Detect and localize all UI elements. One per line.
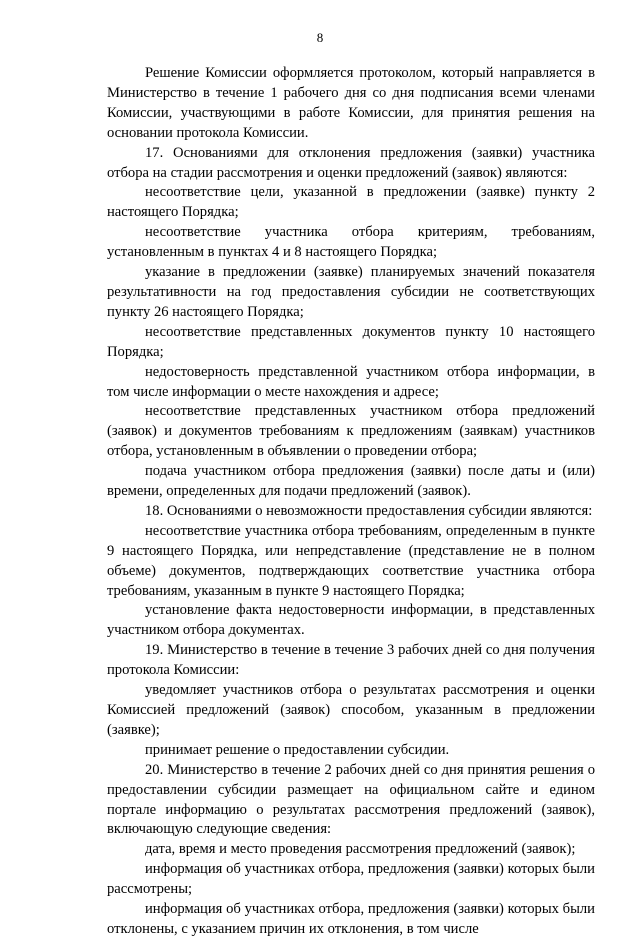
paragraph-17-goal-mismatch: несоответствие цели, указанной в предложении (заявке) пункту 2 настоящего Порядка; [107,184,595,221]
paragraph-19-subsidy-decision: принимает решение о предоставлении субсидии. [145,741,450,758]
paragraph-17-rejection-grounds: 17. Основаниями для отклонения предложения (заявки) участника отбора на стадии рассмотрения и оценки предложений (заявок) являются: [107,144,595,181]
paragraph-17-criteria-mismatch: несоответствие участника отбора критериям, требованиям, установленным в пунктах 4 и 8 настоящего Порядка; [107,224,595,261]
paragraph-commission-decision: Решение Комиссии оформляется протоколом, который направляется в Министерство в течение 1 рабочего дня со дня подписания всеми членами Комиссии, участвующими в работе Комиссии, для принятия решения на основании протокола Комиссии. [107,65,595,141]
page-number: 8 [316,30,324,45]
paragraph-17-indicator-values: указание в предложении (заявке) планируемых значений показателя результативности на год предоставления субсидии не соответствующих пункту 26 настоящего Порядка; [107,264,595,320]
document-body [107,64,595,940]
paragraph-17-documents-mismatch: несоответствие представленных документов пункту 10 настоящего Порядка; [107,323,595,360]
paragraph-18-impossibility-grounds: 18. Основаниями о невозможности предоставления субсидии являются: [145,502,593,519]
paragraph-19-ministry-actions: 19. Министерство в течение в течение 3 рабочих дней со дня получения протокола Комиссии: [107,642,595,679]
paragraph-20-reviewed-participants: информация об участниках отбора, предложения (заявки) которых были рассмотрены; [107,861,595,898]
paragraph-20-date-time-place: дата, время и место проведения рассмотрения предложений (заявок); [145,841,576,858]
paragraph-20-rejected-participants: информация об участниках отбора, предложения (заявки) которых были отклонены, с указанием причин их отклонения, в том числе [107,901,595,937]
paragraph-17-unreliable-info: недостоверность представленной участником отбора информации, в том числе информации о месте нахождения и адресе; [107,363,595,400]
paragraph-17-late-submission: подача участником отбора предложения (заявки) после даты и (или) времени, определенных для подачи предложений (заявок). [107,463,595,500]
paragraph-18-requirements-mismatch: несоответствие участника отбора требованиям, определенным в пункте 9 настоящего Порядка, или непредставление (представление не в полном объеме) документов, подтверждающих соответствие участника отбора требованиям, указанным в пункте 9 настоящего Порядка; [107,522,595,599]
paragraph-18-unreliable-info: установление факта недостоверности информации, в представленных участником отбора документах. [107,602,595,639]
paragraph-17-requirements-mismatch: несоответствие представленных участником отбора предложений (заявок) и документов требованиям к предложениям (заявкам) участников отбора, установленным в объявлении о проведении отбора; [107,403,595,460]
paragraph-19-notify-participants: уведомляет участников отбора о результатах рассмотрения и оценки Комиссией предложений (заявок) способом, указанным в предложении (заявке); [107,682,595,738]
paragraph-20-publish-results: 20. Министерство в течение 2 рабочих дней со дня принятия решения о предоставлении субсидии размещает на официальном сайте и едином портале информацию о результатах рассмотрения предложений (заявок), включающую следующие сведения: [107,761,595,838]
